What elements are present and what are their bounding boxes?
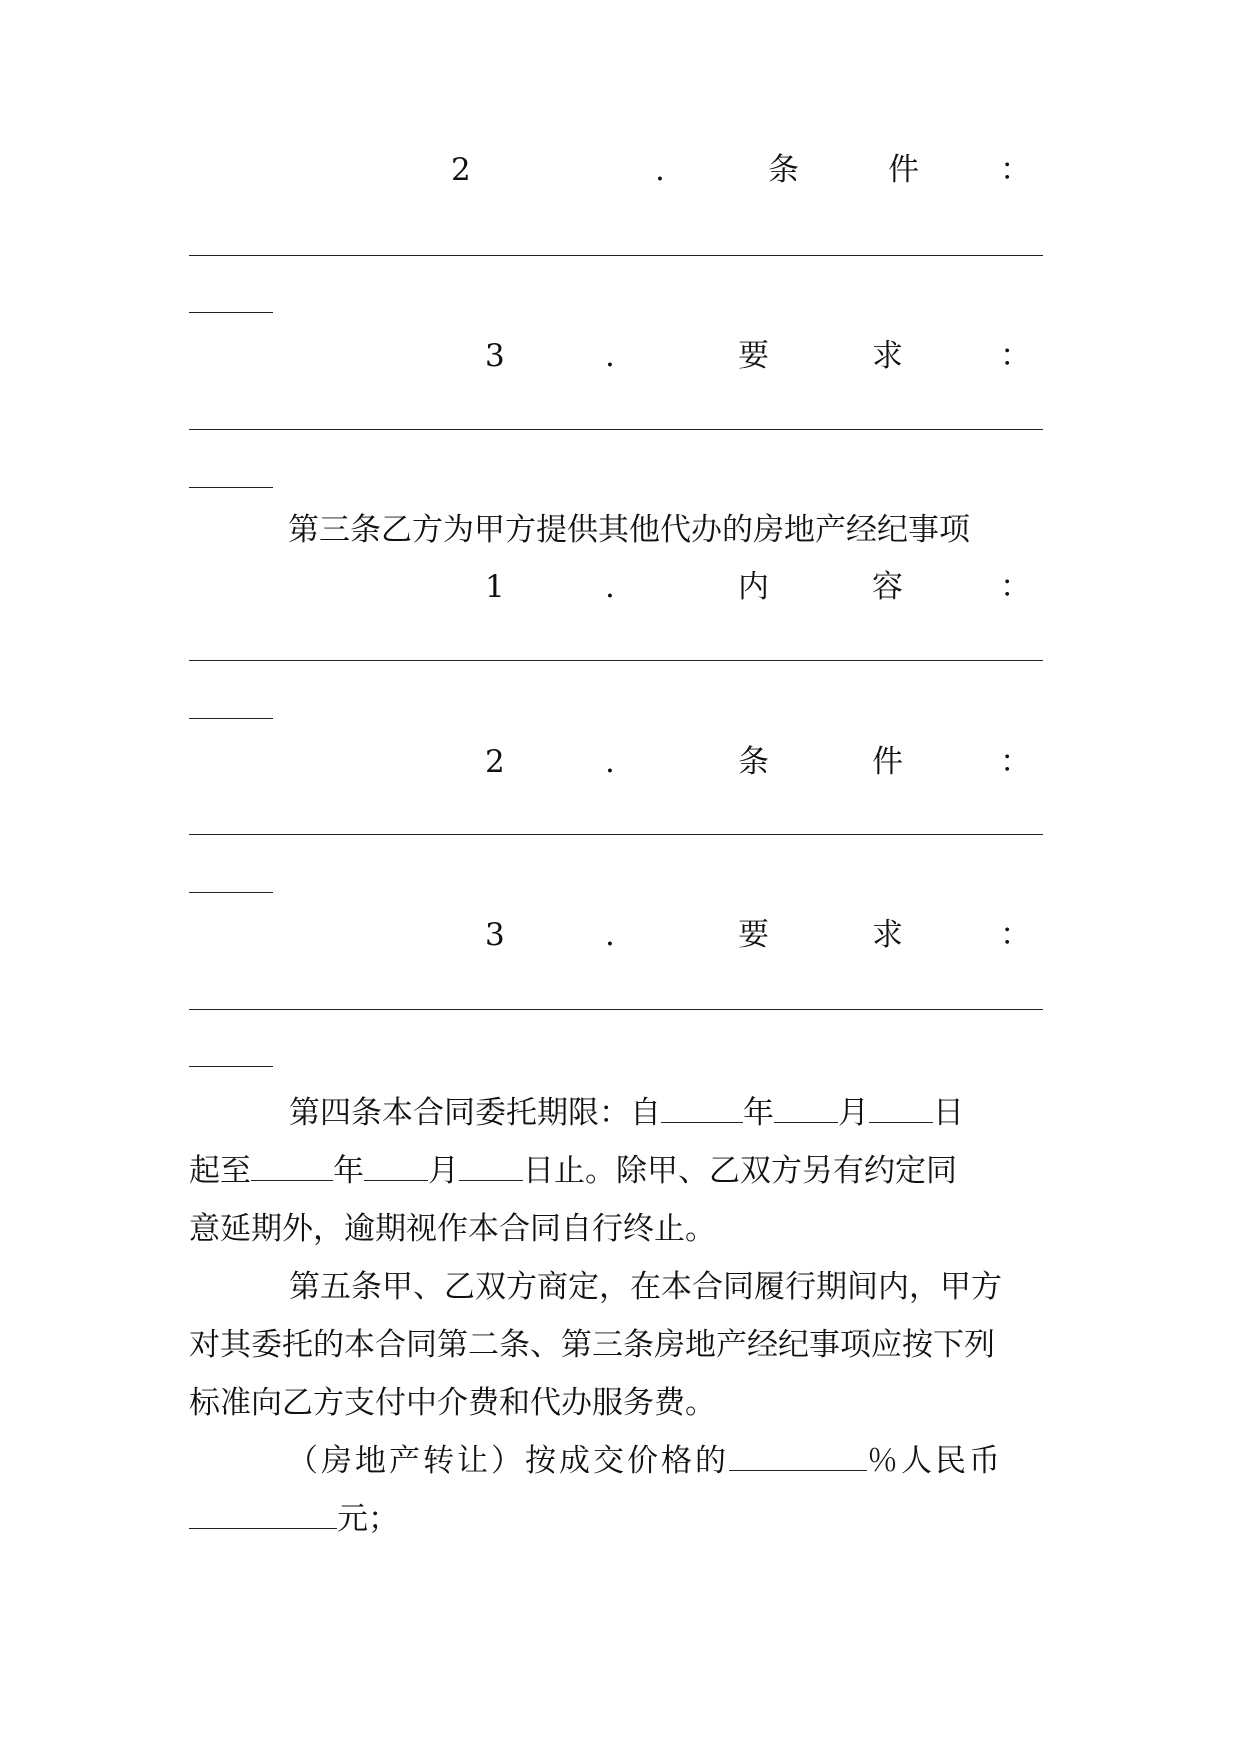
item-char-1: 条: [768, 152, 799, 188]
article-4-line-2: [189, 1142, 1059, 1200]
amount-blank[interactable]: [189, 1500, 337, 1529]
item-colon: ：: [1000, 917, 1031, 953]
article-5-line-1: [189, 1258, 1059, 1316]
item-char-2: 求: [872, 917, 903, 953]
fill-in-line[interactable]: [189, 834, 1043, 835]
article-4-text: 意延期外，逾期视作本合同自行终止。: [189, 1211, 716, 1247]
fill-in-line-end[interactable]: [189, 1066, 273, 1067]
article-5-line-3: [189, 1374, 1059, 1432]
fill-in-line-end[interactable]: [189, 312, 273, 313]
article-5-line-2: [189, 1316, 1059, 1374]
fee-line-2: [189, 1490, 1059, 1548]
item-number: 2: [451, 152, 471, 188]
item-number: 2: [485, 744, 505, 780]
item-char-1: 要: [738, 917, 769, 953]
item-char-1: 条: [738, 744, 769, 780]
fill-in-line-end[interactable]: [189, 487, 273, 488]
fee-line-1: [189, 1432, 1059, 1490]
fill-in-line[interactable]: [189, 429, 1043, 430]
fill-in-line-end[interactable]: [189, 718, 273, 719]
end-year-blank[interactable]: [251, 1152, 333, 1181]
year-label: 年: [333, 1153, 364, 1189]
item-char-2: 件: [872, 744, 903, 780]
article-4-text: 第四条本合同委托期限：自: [289, 1095, 661, 1131]
fill-in-line-end[interactable]: [189, 892, 273, 893]
start-day-blank[interactable]: [869, 1094, 933, 1123]
item-dot: .: [605, 569, 615, 605]
article-4-text: 起至: [189, 1153, 251, 1189]
article-5-text: 对其委托的本合同第二条、第三条房地产经纪事项应按下列: [189, 1327, 995, 1363]
fill-in-line[interactable]: [189, 255, 1043, 256]
fee-text: （房地产转让）按成交价格的: [287, 1443, 729, 1479]
item-dot: .: [605, 744, 615, 780]
item-char-1: 要: [738, 338, 769, 374]
article-4-text: 日止。除甲、乙双方另有约定同: [523, 1153, 957, 1189]
start-year-blank[interactable]: [661, 1094, 743, 1123]
year-label: 年: [743, 1095, 774, 1131]
item-colon: ：: [1000, 744, 1031, 780]
item-number: 3: [485, 338, 505, 374]
start-month-blank[interactable]: [774, 1094, 838, 1123]
article-3-heading: 第三条乙方为甲方提供其他代办的房地产经纪事项: [288, 512, 970, 548]
fill-in-line[interactable]: [189, 1009, 1043, 1010]
item-number: 1: [485, 569, 505, 605]
month-label: 月: [428, 1153, 459, 1189]
article-5-text: 第五条甲、乙双方商定，在本合同履行期间内，甲方: [289, 1269, 1002, 1305]
item-colon: ：: [1000, 338, 1031, 374]
fee-text: ％人民币: [867, 1443, 1003, 1479]
item-char-2: 件: [888, 152, 919, 188]
end-day-blank[interactable]: [459, 1152, 523, 1181]
item-number: 3: [485, 917, 505, 953]
article-4-line-3: [189, 1200, 1059, 1258]
item-char-1: 内: [738, 569, 769, 605]
item-dot: .: [605, 338, 615, 374]
article-5-text: 标准向乙方支付中介费和代办服务费。: [189, 1385, 716, 1421]
fill-in-line[interactable]: [189, 660, 1043, 661]
item-dot: .: [655, 152, 665, 188]
day-label: 日: [933, 1095, 964, 1131]
item-char-2: 求: [872, 338, 903, 374]
percentage-blank[interactable]: [729, 1442, 867, 1471]
item-colon: ：: [1000, 569, 1031, 605]
end-month-blank[interactable]: [364, 1152, 428, 1181]
month-label: 月: [838, 1095, 869, 1131]
fee-text: 元；: [337, 1501, 399, 1537]
item-char-2: 容: [872, 569, 903, 605]
item-dot: .: [605, 917, 615, 953]
item-colon: ：: [1000, 152, 1031, 188]
article-4-line-1: [189, 1084, 1059, 1142]
